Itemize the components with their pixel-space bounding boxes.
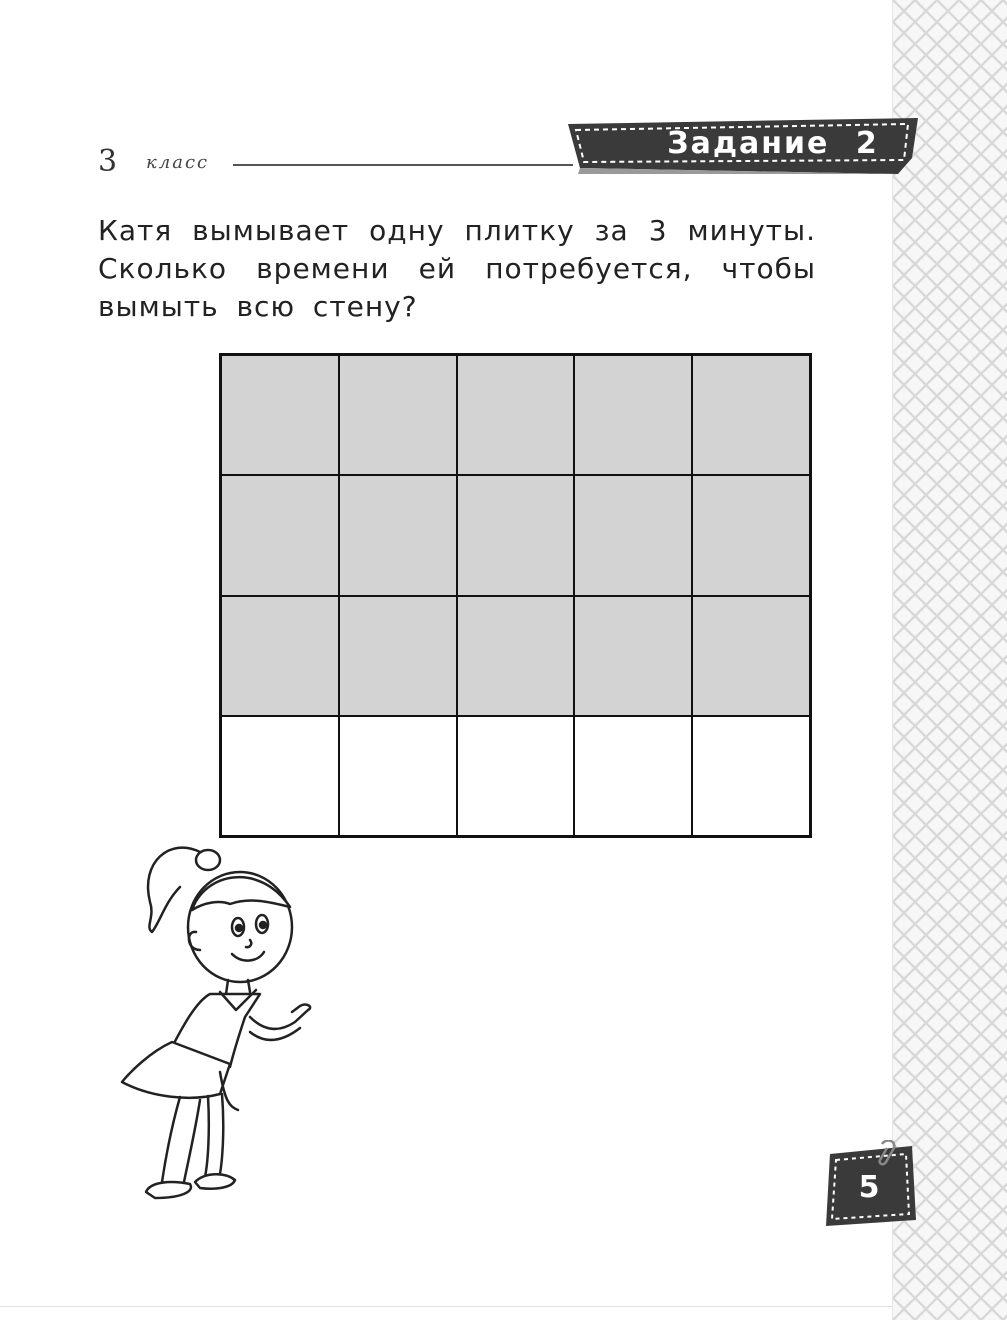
tile (221, 596, 339, 716)
tile (339, 475, 457, 595)
tile (574, 355, 692, 475)
tile (457, 355, 575, 475)
tile (339, 716, 457, 836)
tile (339, 596, 457, 716)
task-title: Задание 2 (667, 126, 879, 161)
task-banner (568, 118, 918, 172)
tile (221, 475, 339, 595)
tile (692, 355, 810, 475)
tile (574, 475, 692, 595)
tile (574, 716, 692, 836)
tile (457, 475, 575, 595)
girl-illustration (110, 832, 320, 1212)
tile (457, 716, 575, 836)
grade-underline (233, 164, 573, 166)
tile (692, 475, 810, 595)
tile-wall-grid (219, 353, 812, 838)
side-grid-decoration (892, 0, 1007, 1320)
grade-number: 3 (98, 144, 120, 179)
grade-word: класс (146, 152, 210, 173)
tile (221, 716, 339, 836)
question-text: Катя вымывает одну плитку за 3 минуты. Сколько времени ей потребуется, чтобы вымыть всю стену? (98, 214, 816, 323)
tile (339, 355, 457, 475)
tile (457, 596, 575, 716)
page-number: 5 (858, 1170, 880, 1205)
page-number-badge (822, 1140, 918, 1232)
tile (692, 716, 810, 836)
tile (221, 355, 339, 475)
tile (692, 596, 810, 716)
grade-header (98, 140, 578, 184)
page-bottom-line (0, 1306, 892, 1307)
tile (574, 596, 692, 716)
